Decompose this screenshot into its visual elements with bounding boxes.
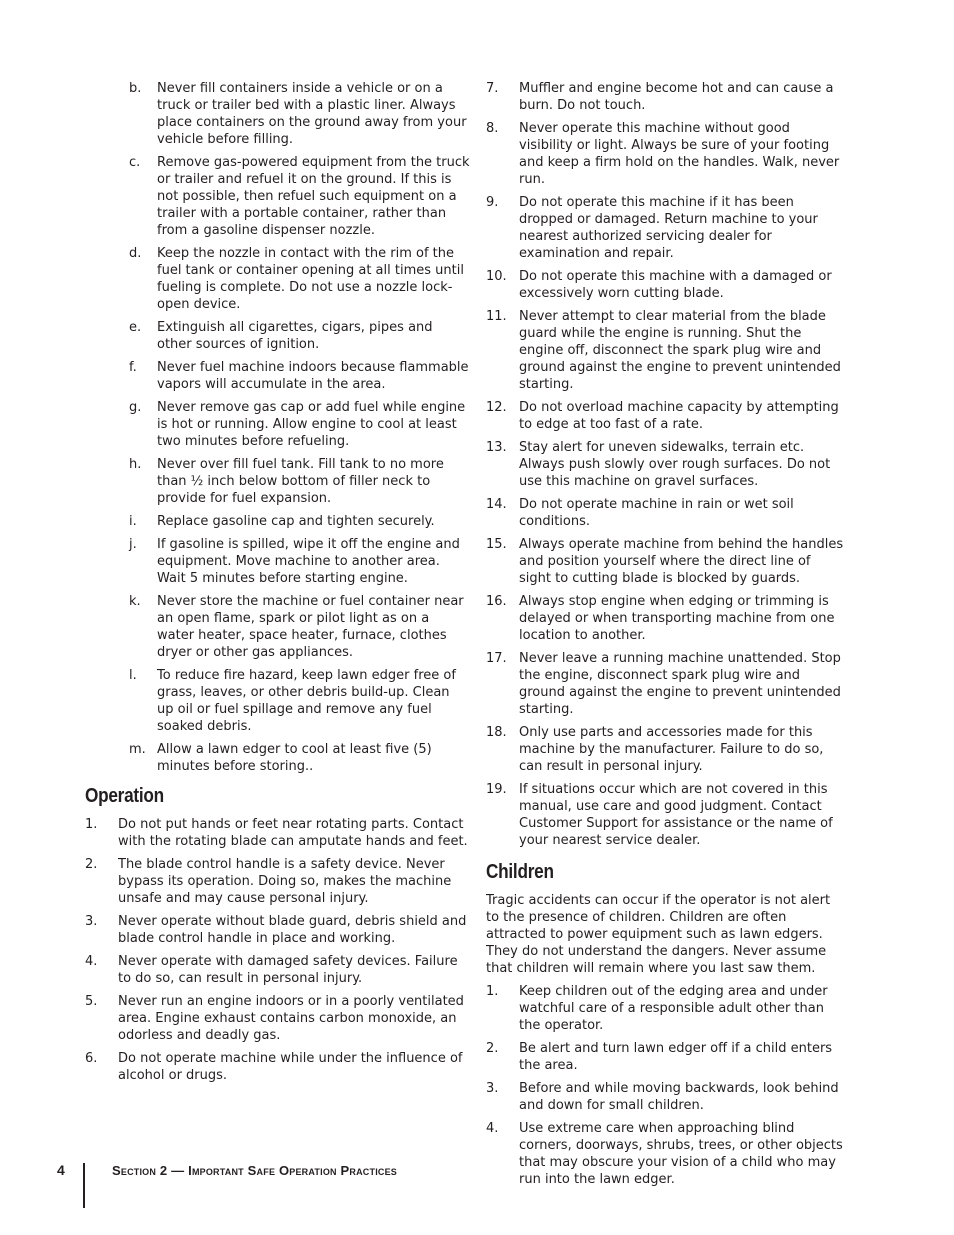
list-marker: 12. [486,400,507,415]
left-column [85,80,470,1090]
list-marker: 9. [486,195,499,210]
list-item [129,154,470,239]
list-item [85,953,470,987]
list-item [85,1050,470,1084]
list-text: Only use parts and accessories made for this machine by the manufacturer. Failure to do so, can result in personal injury. [519,725,824,774]
list-text: Be alert and turn lawn edger off if a child enters the area. [519,1041,833,1073]
list-item [129,359,470,393]
list-item [129,319,470,353]
list-marker: 1. [85,817,98,832]
list-marker: i. [129,514,137,529]
list-text: The blade control handle is a safety device. Never bypass its operation. Doing so, makes the machine unsafe and may cause personal injury. [118,857,452,906]
list-item [486,593,846,644]
list-text: To reduce fire hazard, keep lawn edger free of grass, leaves, or other debris build-up. Clean up oil or fuel spillage and remove any fuel soaked debris. [157,668,456,734]
list-item [486,399,846,433]
list-item [129,536,470,587]
list-marker: 4. [486,1121,499,1136]
list-item [129,245,470,313]
list-text: Do not overload machine capacity by attempting to edge at too fast of a rate. [519,400,839,432]
list-marker: d. [129,246,142,261]
list-item [486,268,846,302]
list-marker: 5. [85,994,98,1009]
list-item [486,536,846,587]
operation-heading: Operation [85,785,164,807]
list-item [85,993,470,1044]
list-marker: 19. [486,782,507,797]
list-marker: 3. [85,914,98,929]
list-item [486,496,846,530]
list-text: Do not operate machine in rain or wet soil conditions. [519,497,794,529]
list-marker: 14. [486,497,507,512]
list-item [486,308,846,393]
page-number: 4 [57,1162,65,1178]
list-marker: b. [129,81,142,96]
list-item [486,1120,846,1188]
list-item [85,816,470,850]
list-text: Never operate this machine without good visibility or light. Always be sure of your footing and keep a firm hold on the handles. Walk, never run. [519,121,840,187]
list-item [129,513,470,530]
list-text: Replace gasoline cap and tighten securely. [157,514,435,529]
list-item [129,741,470,775]
list-marker: 16. [486,594,507,609]
list-marker: 4. [85,954,98,969]
footer-divider [83,1163,85,1208]
list-text: Never remove gas cap or add fuel while engine is hot or running. Allow engine to cool at least two minutes before refueling. [157,400,466,449]
list-text: Always stop engine when edging or trimming is delayed or when transporting machine from one location to another. [519,594,835,643]
list-marker: h. [129,457,142,472]
list-item [129,593,470,661]
list-marker: 3. [486,1081,499,1096]
list-text: If situations occur which are not covered in this manual, use care and good judgment. Contact Customer Support for assistance or the name of your nearest service dealer. [519,782,833,848]
list-text: Extinguish all cigarettes, cigars, pipes and other sources of ignition. [157,320,433,352]
list-text: Keep children out of the edging area and under watchful care of a responsible adult other than the operator. [519,984,828,1033]
list-marker: 2. [85,857,98,872]
list-text: Do not operate this machine if it has been dropped or damaged. Return machine to your nearest authorized servicing dealer for examination and repair. [519,195,818,261]
list-marker: 6. [85,1051,98,1066]
list-item [486,983,846,1034]
list-text: Remove gas-powered equipment from the truck or trailer and refuel it on the ground. If this is not possible, then refuel such equipment on a trailer with a portable container, rather than from a gasoline dispenser nozzle. [157,155,470,238]
list-text: Never leave a running machine unattended. Stop the engine, disconnect spark plug wire and ground against the engine to prevent unintended starting. [519,651,841,717]
list-text: Before and while moving backwards, look behind and down for small children. [519,1081,839,1113]
list-text: Stay alert for uneven sidewalks, terrain etc. Always push slowly over rough surfaces. Do not use this machine on gravel surfaces. [519,440,831,489]
list-marker: 11. [486,309,507,324]
list-item [486,1040,846,1074]
operation-list [85,816,470,1084]
list-item [85,913,470,947]
list-text: Allow a lawn edger to cool at least five (5) minutes before storing.. [157,742,432,774]
list-marker: 7. [486,81,499,96]
list-marker: g. [129,400,142,415]
list-item [129,399,470,450]
list-marker: 10. [486,269,507,284]
list-item [486,120,846,188]
list-marker: e. [129,320,142,335]
list-marker: 15. [486,537,507,552]
list-text: Never operate with damaged safety devices. Failure to do so, can result in personal injury. [118,954,458,986]
list-text: Never operate without blade guard, debris shield and blade control handle in place and working. [118,914,467,946]
list-text: Keep the nozzle in contact with the rim of the fuel tank or container opening at all times until fueling is complete. Do not use a nozzle lock-open device. [157,246,464,312]
list-text: Always operate machine from behind the handles and position yourself where the direct line of sight to cutting blade is blocked by guards. [519,537,844,586]
list-item [486,194,846,262]
list-marker: 18. [486,725,507,740]
list-text: Never attempt to clear material from the blade guard while the engine is running. Shut the engine off, disconnect the spark plug wire and ground against the engine to prevent unintended starting. [519,309,841,392]
list-text: Never fill containers inside a vehicle or on a truck or trailer bed with a plastic liner. Always place containers on the ground away from your vehicle before filling. [157,81,467,147]
list-item [486,1080,846,1114]
section-title: Section 2 — Important Safe Operation Practices [112,1163,398,1178]
list-text: Do not put hands or feet near rotating parts. Contact with the rotating blade can amputate hands and feet. [118,817,468,849]
list-marker: 1. [486,984,499,999]
list-marker: 17. [486,651,507,666]
list-text: Never over fill fuel tank. Fill tank to no more than ½ inch below bottom of filler neck to provide for fuel expansion. [157,457,444,506]
list-text: Never run an engine indoors or in a poorly ventilated area. Engine exhaust contains carbon monoxide, an odorless and deadly gas. [118,994,464,1043]
list-text: Muffler and engine become hot and can cause a burn. Do not touch. [519,81,834,113]
list-item [129,667,470,735]
list-marker: f. [129,360,137,375]
list-marker: j. [129,537,137,552]
list-item [129,80,470,148]
list-item [486,781,846,849]
list-text: If gasoline is spilled, wipe it off the engine and equipment. Move machine to another area. Wait 5 minutes before starting engine. [157,537,460,586]
children-intro: Tragic accidents can occur if the operator is not alert to the presence of children. Children are often attracted to power equipment such as lawn edgers. They do not understand the dangers. Never assume that children will remain where you last saw them. [486,893,831,976]
list-marker: m. [129,742,146,757]
list-marker: 8. [486,121,499,136]
list-item [486,439,846,490]
list-marker: l. [129,668,137,683]
list-text: Do not operate this machine with a damaged or excessively worn cutting blade. [519,269,832,301]
list-marker: c. [129,155,141,170]
children-list [486,983,846,1188]
list-item [486,80,846,114]
list-marker: 2. [486,1041,499,1056]
list-item [85,856,470,907]
list-text: Do not operate machine while under the influence of alcohol or drugs. [118,1051,463,1083]
operation-list-continued [486,80,846,849]
list-item [486,650,846,718]
children-heading: Children [486,861,554,883]
list-marker: k. [129,594,141,609]
list-marker: 13. [486,440,507,455]
safe-fueling-list [85,80,470,775]
right-column [486,80,846,1194]
list-text: Never store the machine or fuel container near an open flame, spark or pilot light as on a water heater, space heater, furnace, clothes dryer or other gas appliances. [157,594,464,660]
list-text: Never fuel machine indoors because flammable vapors will accumulate in the area. [157,360,469,392]
list-item [129,456,470,507]
list-item [486,724,846,775]
list-text: Use extreme care when approaching blind corners, doorways, shrubs, trees, or other objects that may obscure your vision of a child who may run into the lawn edger. [519,1121,843,1187]
